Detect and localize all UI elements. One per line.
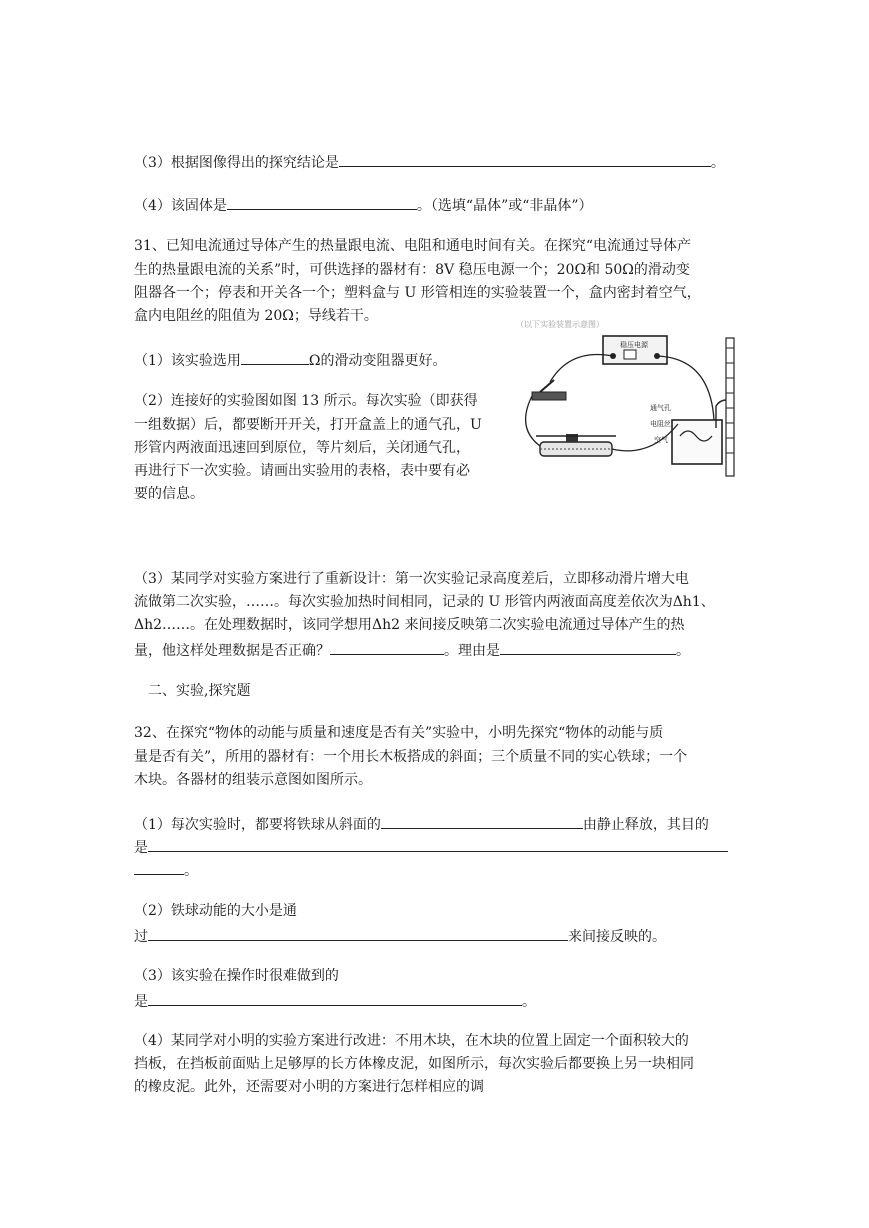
u-tube-scale-icon: [726, 338, 734, 476]
q31-part3-answer-blank[interactable]: [330, 638, 444, 655]
q31-part1-label: （1）该实验选用: [134, 353, 241, 369]
q32-part2-answer-blank[interactable]: [148, 924, 568, 941]
q31-part1-answer-blank[interactable]: [241, 348, 309, 365]
q30-part3-label: （3）根据图像得出的探究结论是: [134, 155, 339, 171]
vent-label: 通气孔: [650, 404, 671, 412]
q32-part1-purpose-blank[interactable]: [148, 835, 728, 852]
q31-part3-reason-label: 。理由是: [444, 643, 500, 659]
q31-part3-last-line: [134, 638, 690, 661]
q31-part3-line: 流做第二次实验，……。每次实验加热时间相同，记录的 U 形管内两液面高度差依次为Δh1、: [134, 594, 715, 610]
q31-part2-line: 一组数据）后，都要断开开关，打开盒盖上的通气孔，U: [134, 417, 482, 433]
q32-part4-line: 挡板，在挡板前面贴上足够厚的长方体橡皮泥，如图所示，每次实验后都要换上另一块相同: [134, 1056, 694, 1072]
q30-part4-answer-blank[interactable]: [227, 193, 417, 210]
wire: [526, 396, 540, 446]
figure-caption: （以下实验装置示意图）: [516, 320, 604, 329]
q32-part1-label: （1）每次实验时，都要将铁球从斜面的: [134, 817, 381, 833]
q32-part1-shi: 是: [134, 840, 148, 856]
sealed-box-icon: [672, 420, 722, 464]
q31-part3-line: （3）某同学对实验方案进行了重新设计：第一次实验记录高度差后，立即移动滑片增大电: [134, 571, 689, 587]
q31-part1: [134, 348, 447, 371]
q32-part3-answer-blank[interactable]: [148, 989, 522, 1006]
circuit-diagram: [510, 318, 742, 484]
q32-part1: [134, 812, 709, 835]
q30-part4-end: 。（选填“晶体”或“非晶体”）: [416, 198, 593, 214]
q32-part1-purpose-label: 由静止释放，其目的: [582, 817, 709, 833]
switch-icon: [532, 392, 566, 400]
q32-intro-line: 木块。各器材的组装示意图如图所示。: [134, 772, 372, 788]
q31-intro-line: 生的热量跟电流的关系”时，可供选择的器材有：8V 稳压电源一个；20Ω和 50Ω的滑动变: [134, 262, 690, 278]
q31-part1-end: Ω的滑动变阻器更好。: [308, 353, 447, 369]
q32-part3-cont: [134, 989, 536, 1012]
switch-lever: [540, 380, 554, 392]
air-label: 空气: [654, 436, 668, 444]
q31-intro-line: 盒内电阻丝的阻值为 20Ω；导线若干。: [134, 308, 378, 324]
q32-part1-cont2: [134, 858, 198, 881]
q32-part2-end: 来间接反映的。: [568, 929, 666, 945]
wire: [612, 424, 678, 451]
q32-part3-end: 。: [522, 994, 536, 1010]
q31-part2-line: 要的信息。: [134, 486, 204, 502]
section-heading: 二、实验,探究题: [148, 683, 251, 699]
q32-part1-end: 。: [184, 863, 198, 879]
q31-part3-question: 量，他这样处理数据是否正确？: [134, 643, 330, 659]
q32-part3-shi: 是: [134, 994, 148, 1010]
circuit-figure: [510, 318, 742, 484]
q32-part2-cont: [134, 924, 666, 947]
q31-intro-line: 阻器各一个；停表和开关各一个；塑料盒与 U 形管相连的实验装置一个，盒内密封着空气，: [134, 285, 701, 301]
q31-part2-line: （2）连接好的实验图如图 13 所示。每次实验（即获得: [134, 393, 478, 409]
meter-icon: [624, 350, 636, 359]
q32-intro-line: 量是否有关”，所用的器材有：一个用长木板搭成的斜面；三个质量不同的实心铁球；一个: [134, 749, 688, 765]
q30-part3-answer-blank[interactable]: [339, 150, 711, 167]
q30-part4: [134, 193, 593, 216]
q32-part1-purpose-blank-2[interactable]: [134, 858, 184, 875]
rheostat-slider-icon: [566, 434, 578, 442]
q32-part2: （2）铁球动能的大小是通: [134, 903, 297, 919]
q31-part3-end: 。: [676, 643, 690, 659]
q31-part2-line: 形管内两液面迅速回到原位，等片刻后，关闭通气孔，: [134, 440, 470, 456]
q32-part1-position-blank[interactable]: [381, 812, 583, 829]
q31-part2-line: 再进行下一次实验。请画出实验用的表格，表中要有必: [134, 463, 470, 479]
q32-intro-line: 32、在探究“物体的动能与质量和速度是否有关”实验中，小明先探究“物体的动能与质: [134, 725, 664, 741]
q32-part4-line: （4）某同学对小明的实验方案进行改进：不用木块，在木块的位置上固定一个面积较大的: [134, 1033, 689, 1049]
q30-part3: [134, 150, 725, 173]
q31-part3-reason-blank[interactable]: [500, 638, 676, 655]
q31-intro-line: 31、已知电流通过导体产生的热量跟电流、电阻和通电时间有关。在探究“电流通过导体产: [134, 238, 691, 254]
power-supply-label: 稳压电源: [620, 341, 648, 349]
q30-part3-end: 。: [710, 155, 725, 171]
wire-label: 电阻丝: [650, 420, 671, 428]
q32-part2-guo: 过: [134, 929, 148, 945]
q32-part4-line: 的橡皮泥。此外，还需要对小明的方案进行怎样相应的调: [134, 1079, 484, 1095]
q32-part3: （3）该实验在操作时很难做到的: [134, 968, 339, 984]
q32-part1-cont: [134, 835, 728, 858]
q30-part4-label: （4）该固体是: [134, 198, 227, 214]
q31-part3-line: Δh2……。在处理数据时，该同学想用Δh2 来间接反映第二次实验电流通过导体产生的热: [134, 617, 685, 633]
